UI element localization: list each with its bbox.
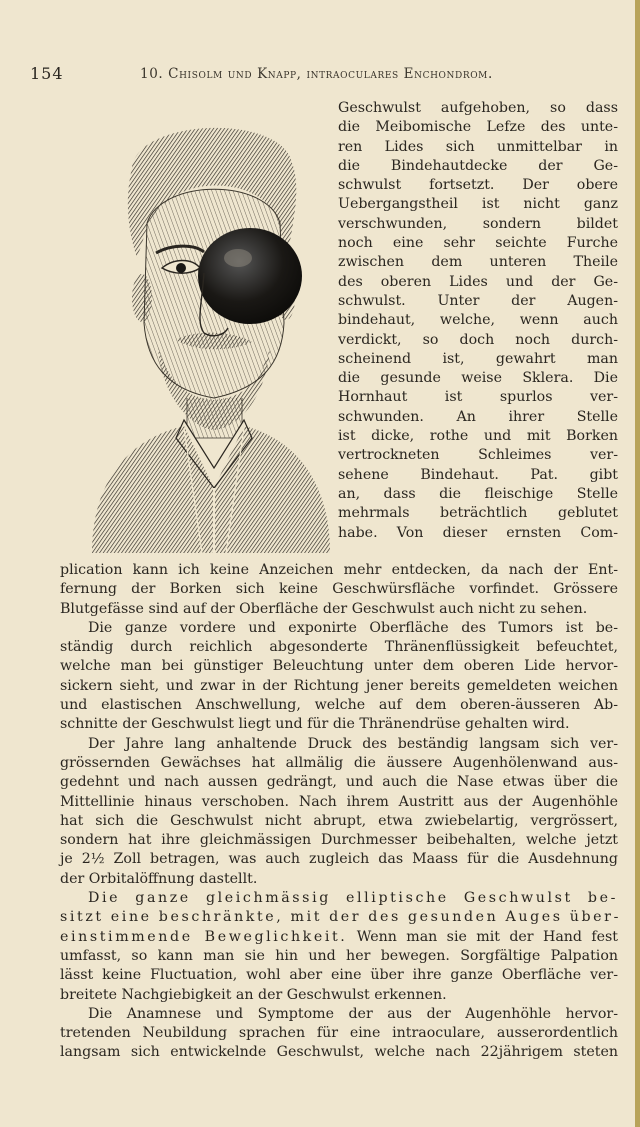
text-line: die gesunde weise Sklera. Die xyxy=(338,370,618,387)
phrase: Wenn man sie mit der Hand fest xyxy=(347,928,618,945)
text-line: mehrmals beträchtlich geblutet xyxy=(338,505,618,522)
text-line: noch eine sehr seichte Furche xyxy=(338,235,618,252)
text-line: die Bindehautdecke der Ge- xyxy=(338,157,618,174)
text-line: ren Lides sich unmittelbar in xyxy=(338,138,618,155)
wrapped-paragraph xyxy=(338,99,618,543)
text-line: verschwunden, sondern bildet xyxy=(338,215,618,232)
text-line: habe. Von dieser ernsten Com- xyxy=(338,524,618,541)
emphasized-text-line: sitzt eine beschränkte, mit der des gesunden Auges über- xyxy=(60,909,621,926)
text-line: des oberen Lides und der Ge- xyxy=(338,273,618,290)
text-line: Hornhaut ist spurlos ver- xyxy=(338,389,618,406)
text-line: tretenden Neubildung sprachen für eine intraoculare, ausserordentlich xyxy=(60,1025,618,1042)
text-line: und elastischen Anschwellung, welche auf dem oberen-äusseren Ab- xyxy=(60,697,618,714)
text-line: hat sich die Geschwulst nicht abrupt, etwa zwiebelartig, vergrössert, xyxy=(60,812,618,829)
running-title: 10. Chisolm und Knapp, intraoculares Enchondrom. xyxy=(140,66,493,82)
text-line: breitete Nachgiebigkeit an der Geschwulst erkennen. xyxy=(60,986,447,1003)
text-line: plication kann ich keine Anzeichen mehr entdecken, da nach der Ent- xyxy=(60,562,618,578)
text-line: sehene Bindehaut. Pat. gibt xyxy=(338,466,618,483)
text-line: schwunden. An ihrer Stelle xyxy=(338,408,618,425)
text-line: Die Anamnese und Symptome der aus der Augenhöhle hervor- xyxy=(88,1005,618,1022)
text-line: schnitte der Geschwulst liegt und für die Thränendrüse gehalten wird. xyxy=(60,716,570,733)
text-line: vertrockneten Schleimes ver- xyxy=(338,447,618,464)
page-number: 154 xyxy=(30,64,64,83)
page-edge xyxy=(635,0,640,1127)
text-line: der Orbitalöffnung dastellt. xyxy=(60,870,258,887)
page-header xyxy=(30,64,610,86)
text-line: zwischen dem unteren Theile xyxy=(338,254,618,271)
emphasized-phrase: einstimmende Beweglichkeit. xyxy=(60,928,348,945)
text-line: bindehaut, welche, wenn auch xyxy=(338,312,618,329)
emphasized-text-line: Die ganze gleichmässig elliptische Geschwulst be- xyxy=(88,890,618,907)
text-line: Mittellinie hinaus verschoben. Nach ihrem Austritt aus der Augenhöhle xyxy=(60,793,618,810)
text-line: lässt keine Fluctuation, wohl aber eine über ihre ganze Oberfläche ver- xyxy=(60,967,618,984)
text-line: schwulst fortsetzt. Der obere xyxy=(338,177,618,194)
text-line: Die ganze vordere und exponirte Oberfläche des Tumors ist be- xyxy=(88,619,618,636)
text-line: je 2½ Zoll betragen, was auch zugleich das Maass für die Ausdehnung xyxy=(60,851,618,868)
text-line: die Meibomische Lefze des unte- xyxy=(338,119,618,136)
text-line: welche man bei günstiger Beleuchtung unter dem oberen Lide hervor- xyxy=(60,658,618,675)
text-line: Uebergangstheil ist nicht ganz xyxy=(338,196,618,213)
text-line: Der Jahre lang anhaltende Druck des beständig langsam sich ver- xyxy=(88,735,618,752)
text-line: umfasst, so kann man sie hin und her bewegen. Sorgfältige Palpation xyxy=(60,947,618,964)
patient-portrait-illustration xyxy=(92,108,330,553)
text-line: langsam sich entwickelnde Geschwulst, welche nach 22jährigem steten xyxy=(60,1044,618,1061)
text-line: sondern hat ihre gleichmässigen Durchmesser beibehalten, welche jetzt xyxy=(60,832,618,849)
text-line: Geschwulst aufgehoben, so dass xyxy=(338,100,618,116)
text-line: fernung der Borken sich keine Geschwürsfläche vorfindet. Grössere xyxy=(60,581,618,598)
text-line: schwulst. Unter der Augen- xyxy=(338,292,618,309)
text-line: ständig durch reichlich abgesonderte Thränenflüssigkeit befeuchtet, xyxy=(60,639,618,656)
text-line: gedehnt und nach aussen gedrängt, und auch die Nase etwas über die xyxy=(60,774,618,791)
text-line: verdickt, so doch noch durch- xyxy=(338,331,618,348)
text-line: Blutgefässe sind auf der Oberfläche der Geschwulst auch nicht zu sehen. xyxy=(60,600,588,617)
text-line: ist dicke, rothe und mit Borken xyxy=(338,428,618,445)
text-line: grössernden Gewächses hat allmälig die äussere Augenhölenwand aus- xyxy=(60,754,618,771)
text-line: scheinend ist, gewahrt man xyxy=(338,350,618,367)
body-text xyxy=(60,561,621,1063)
text-line xyxy=(60,928,618,947)
text-line: an, dass die fleischige Stelle xyxy=(338,485,618,502)
text-line: sickern sieht, und zwar in der Richtung jener bereits gemeldeten weichen xyxy=(60,677,618,694)
